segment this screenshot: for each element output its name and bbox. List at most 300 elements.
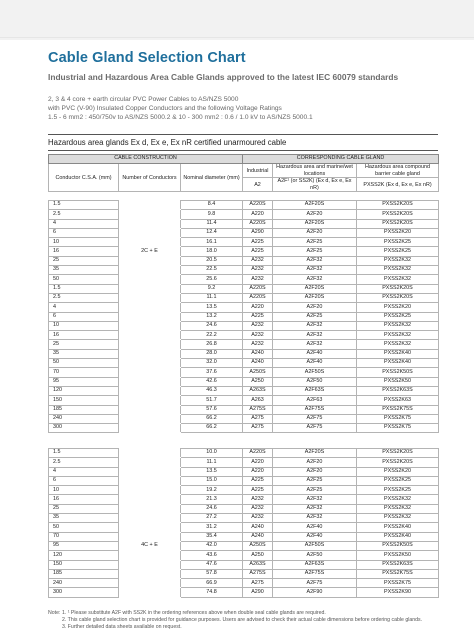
- cell-conductor-csa: 6: [49, 228, 119, 237]
- table-row: [49, 266, 439, 275]
- cell-nominal-diameter: 32.0: [181, 359, 243, 368]
- cell-hazardous-compound: PXSS2K75: [357, 424, 439, 433]
- cell-hazardous-compound: PXSS2K32: [357, 266, 439, 275]
- cell-conductor-csa: 240: [49, 414, 119, 423]
- cell-hazardous-marine: A2F63: [273, 396, 357, 405]
- cell-conductor-csa: 6: [49, 312, 119, 321]
- cell-conductor-csa: 4: [49, 303, 119, 312]
- cell-conductor-csa: 50: [49, 523, 119, 532]
- cell-industrial: A290: [243, 588, 273, 597]
- table-row: [49, 476, 439, 485]
- cell-nominal-diameter: 15.0: [181, 476, 243, 485]
- cell-hazardous-compound: PXSS2K32: [357, 331, 439, 340]
- cell-industrial: A220S: [243, 284, 273, 293]
- cell-hazardous-marine: A2F20S: [273, 201, 357, 210]
- cell-nominal-diameter: 26.8: [181, 340, 243, 349]
- table-row: [49, 219, 439, 228]
- header-industrial: Industrial: [243, 164, 273, 178]
- cell-conductor-csa: 4: [49, 467, 119, 476]
- cell-hazardous-compound: PXSS2K25: [357, 476, 439, 485]
- cell-hazardous-marine: A2F63S: [273, 386, 357, 395]
- table-row: [49, 588, 439, 597]
- cell-num-conductors: [119, 331, 181, 340]
- table-row: [49, 386, 439, 395]
- cell-industrial: A232: [243, 331, 273, 340]
- cell-num-conductors: [119, 495, 181, 504]
- cell-nominal-diameter: 13.2: [181, 312, 243, 321]
- intro-line: 1.5 - 6 mm2 : 450/750v to AS/NZS 5000.2 & 10 - 300 mm2 : 0.6 / 1.0 kV to AS/NZS 5000.1: [48, 114, 313, 122]
- table-row: [49, 467, 439, 476]
- cell-nominal-diameter: 9.8: [181, 210, 243, 219]
- cell-hazardous-marine: A2F75: [273, 424, 357, 433]
- cell-hazardous-compound: PXSS2K25: [357, 486, 439, 495]
- cell-hazardous-compound: PXSS2K20: [357, 303, 439, 312]
- cell-hazardous-compound: PXSS2K75: [357, 414, 439, 423]
- cell-nominal-diameter: 22.2: [181, 331, 243, 340]
- table-row: [49, 523, 439, 532]
- cell-conductor-csa: 35: [49, 514, 119, 523]
- cell-hazardous-marine: A2F25: [273, 247, 357, 256]
- cell-nominal-diameter: 31.2: [181, 523, 243, 532]
- cell-hazardous-marine: A2F32: [273, 321, 357, 330]
- table-row: [49, 210, 439, 219]
- cell-nominal-diameter: 74.8: [181, 588, 243, 597]
- cell-hazardous-compound: PXSS2K25: [357, 238, 439, 247]
- cell-nominal-diameter: 43.6: [181, 551, 243, 560]
- header-sub-a2f: A2F¹ (or SS2K) (Ex d, Ex e, Ex nR): [273, 178, 357, 192]
- cell-nominal-diameter: 46.3: [181, 386, 243, 395]
- section-heading: Hazardous area glands Ex d, Ex e, Ex nR certified unarmoured cable: [48, 134, 438, 151]
- cell-hazardous-marine: A2F50: [273, 377, 357, 386]
- cell-conductor-csa: 120: [49, 386, 119, 395]
- cell-hazardous-compound: PXSS2K40: [357, 359, 439, 368]
- cell-nominal-diameter: 66.2: [181, 424, 243, 433]
- cell-num-conductors: [119, 514, 181, 523]
- selection-table-2: [48, 448, 439, 598]
- cell-industrial: A275: [243, 424, 273, 433]
- cell-conductor-csa: 1.5: [49, 201, 119, 210]
- cell-nominal-diameter: 24.6: [181, 321, 243, 330]
- table-row: [49, 359, 439, 368]
- cell-conductor-csa: 25: [49, 256, 119, 265]
- cell-num-conductors: [119, 467, 181, 476]
- table-row: [49, 377, 439, 386]
- table-row: [49, 368, 439, 377]
- cell-industrial: A220S: [243, 449, 273, 458]
- cell-industrial: A250: [243, 377, 273, 386]
- cell-industrial: A232: [243, 504, 273, 513]
- cell-nominal-diameter: 19.2: [181, 486, 243, 495]
- cell-num-conductors: [119, 504, 181, 513]
- cell-conductor-csa: 300: [49, 424, 119, 433]
- table-row: [49, 256, 439, 265]
- notes-label: Note:: [48, 610, 61, 616]
- table-row: [49, 486, 439, 495]
- cell-num-conductors: [119, 377, 181, 386]
- cell-conductor-csa: 50: [49, 359, 119, 368]
- header-table: [48, 154, 439, 192]
- cell-industrial: A290: [243, 228, 273, 237]
- cell-nominal-diameter: 27.2: [181, 514, 243, 523]
- cell-industrial: A275S: [243, 405, 273, 414]
- cell-nominal-diameter: 66.2: [181, 414, 243, 423]
- cell-num-conductors: [119, 303, 181, 312]
- cell-nominal-diameter: 8.4: [181, 201, 243, 210]
- table-row: [49, 321, 439, 330]
- cell-nominal-diameter: 25.6: [181, 275, 243, 284]
- cell-nominal-diameter: 42.0: [181, 541, 243, 550]
- cell-hazardous-marine: A2F20: [273, 210, 357, 219]
- cell-hazardous-marine: A2F20S: [273, 284, 357, 293]
- cell-industrial: A275S: [243, 569, 273, 578]
- cell-industrial: A225: [243, 476, 273, 485]
- cell-hazardous-marine: A2F25: [273, 476, 357, 485]
- table-row: [49, 331, 439, 340]
- cell-hazardous-compound: PXSS2K32: [357, 275, 439, 284]
- cell-num-conductors: [119, 560, 181, 569]
- cell-conductor-csa: 35: [49, 349, 119, 358]
- cell-hazardous-compound: PXSS2K63S: [357, 386, 439, 395]
- cell-num-conductors: 2C + E: [119, 247, 181, 256]
- cell-num-conductors: [119, 405, 181, 414]
- cell-hazardous-compound: PXSS2K40: [357, 349, 439, 358]
- cell-nominal-diameter: 21.3: [181, 495, 243, 504]
- cell-hazardous-compound: PXSS2K32: [357, 504, 439, 513]
- table-row: [49, 541, 439, 550]
- cell-num-conductors: [119, 579, 181, 588]
- header-corresponding-gland: CORRESPONDING CABLE GLAND: [243, 155, 439, 164]
- selection-table-1: [48, 200, 439, 433]
- cell-hazardous-compound: PXSS2K20: [357, 228, 439, 237]
- cell-conductor-csa: 70: [49, 532, 119, 541]
- table-row: [49, 495, 439, 504]
- cell-hazardous-marine: A2F32: [273, 504, 357, 513]
- table-row: [49, 504, 439, 513]
- table-row: [49, 284, 439, 293]
- cell-hazardous-compound: PXSS2K20S: [357, 210, 439, 219]
- cell-num-conductors: [119, 386, 181, 395]
- cell-industrial: A232: [243, 321, 273, 330]
- cell-nominal-diameter: 24.6: [181, 504, 243, 513]
- cell-num-conductors: [119, 368, 181, 377]
- table-row: [49, 405, 439, 414]
- cell-conductor-csa: 150: [49, 560, 119, 569]
- cell-conductor-csa: 95: [49, 541, 119, 550]
- cell-industrial: A240: [243, 532, 273, 541]
- cell-conductor-csa: 4: [49, 219, 119, 228]
- cell-num-conductors: [119, 201, 181, 210]
- cell-industrial: A232: [243, 266, 273, 275]
- note-line: [48, 624, 422, 631]
- page-title: Cable Gland Selection Chart: [48, 50, 246, 66]
- cell-hazardous-marine: A2F32: [273, 495, 357, 504]
- cell-hazardous-marine: A2F25: [273, 312, 357, 321]
- cell-hazardous-compound: PXSS2K32: [357, 321, 439, 330]
- cell-nominal-diameter: 47.6: [181, 560, 243, 569]
- intro-line: with PVC (V-90) Insulated Copper Conductors and the following Voltage Ratings: [48, 105, 282, 113]
- cell-hazardous-marine: A2F20: [273, 303, 357, 312]
- table-row: [49, 424, 439, 433]
- table-row: [49, 340, 439, 349]
- cell-hazardous-compound: PXSS2K20S: [357, 284, 439, 293]
- cell-industrial: A275: [243, 414, 273, 423]
- cell-conductor-csa: 70: [49, 368, 119, 377]
- note-text: 2. This cable gland selection chart is provided for guidance purposes. Users are advised to check their actual cable dimensions before ordering cable glands.: [62, 617, 423, 623]
- cell-num-conductors: [119, 219, 181, 228]
- cell-num-conductors: [119, 569, 181, 578]
- cell-conductor-csa: 50: [49, 275, 119, 284]
- cell-conductor-csa: 10: [49, 486, 119, 495]
- cell-hazardous-compound: PXSS2K20S: [357, 293, 439, 302]
- cell-hazardous-marine: A2F40: [273, 349, 357, 358]
- cell-nominal-diameter: 9.2: [181, 284, 243, 293]
- cell-hazardous-marine: A2F20S: [273, 449, 357, 458]
- cell-industrial: A225: [243, 486, 273, 495]
- table-row: [49, 275, 439, 284]
- cell-industrial: A263S: [243, 560, 273, 569]
- table-row: [49, 238, 439, 247]
- cell-hazardous-marine: A2F20: [273, 458, 357, 467]
- cell-hazardous-compound: PXSS2K75S: [357, 569, 439, 578]
- cell-hazardous-marine: A2F75: [273, 414, 357, 423]
- cell-nominal-diameter: 57.8: [181, 569, 243, 578]
- cell-conductor-csa: 95: [49, 377, 119, 386]
- cell-hazardous-marine: A2F32: [273, 266, 357, 275]
- cell-conductor-csa: 2.5: [49, 210, 119, 219]
- cell-industrial: A250S: [243, 541, 273, 550]
- cell-hazardous-marine: A2F32: [273, 256, 357, 265]
- cell-num-conductors: [119, 210, 181, 219]
- cell-hazardous-marine: A2F20: [273, 228, 357, 237]
- cell-nominal-diameter: 18.0: [181, 247, 243, 256]
- cell-hazardous-marine: A2F32: [273, 514, 357, 523]
- cell-conductor-csa: 1.5: [49, 449, 119, 458]
- cell-industrial: A225: [243, 238, 273, 247]
- cell-hazardous-compound: PXSS2K50S: [357, 541, 439, 550]
- cell-hazardous-marine: A2F63S: [273, 560, 357, 569]
- cell-nominal-diameter: 51.7: [181, 396, 243, 405]
- cell-industrial: A250S: [243, 368, 273, 377]
- cell-hazardous-marine: A2F32: [273, 275, 357, 284]
- cell-nominal-diameter: 37.6: [181, 368, 243, 377]
- cell-hazardous-marine: A2F75S: [273, 405, 357, 414]
- cell-hazardous-compound: PXSS2K40: [357, 523, 439, 532]
- notes: [48, 610, 422, 631]
- cell-hazardous-compound: PXSS2K32: [357, 495, 439, 504]
- cell-num-conductors: [119, 414, 181, 423]
- cell-nominal-diameter: 28.0: [181, 349, 243, 358]
- cell-hazardous-compound: PXSS2K32: [357, 514, 439, 523]
- cell-conductor-csa: 6: [49, 476, 119, 485]
- cell-num-conductors: [119, 228, 181, 237]
- table-row: [49, 532, 439, 541]
- cell-conductor-csa: 120: [49, 551, 119, 560]
- header-hazardous-marine: Hazardous area and marine/wet locations: [273, 164, 357, 178]
- cell-industrial: A220S: [243, 219, 273, 228]
- cell-hazardous-compound: PXSS2K32: [357, 340, 439, 349]
- cell-hazardous-compound: PXSS2K25: [357, 312, 439, 321]
- cell-num-conductors: [119, 266, 181, 275]
- cell-nominal-diameter: 20.5: [181, 256, 243, 265]
- cell-nominal-diameter: 13.5: [181, 303, 243, 312]
- cell-hazardous-compound: PXSS2K20S: [357, 449, 439, 458]
- table-row: [49, 579, 439, 588]
- cell-nominal-diameter: 13.5: [181, 467, 243, 476]
- cell-industrial: A220: [243, 210, 273, 219]
- cell-conductor-csa: 25: [49, 340, 119, 349]
- cell-nominal-diameter: 11.1: [181, 293, 243, 302]
- cell-hazardous-compound: PXSS2K20: [357, 467, 439, 476]
- cell-nominal-diameter: 22.5: [181, 266, 243, 275]
- cell-num-conductors: [119, 293, 181, 302]
- cell-num-conductors: [119, 256, 181, 265]
- cell-industrial: A225: [243, 312, 273, 321]
- cell-nominal-diameter: 66.9: [181, 579, 243, 588]
- header-hazardous-compound: Hazardous area compound barrier cable gland: [357, 164, 439, 178]
- cell-industrial: A220S: [243, 201, 273, 210]
- cell-num-conductors: [119, 476, 181, 485]
- table-row: [49, 396, 439, 405]
- table-row: [49, 514, 439, 523]
- cell-num-conductors: [119, 424, 181, 433]
- cell-hazardous-marine: A2F25: [273, 486, 357, 495]
- cell-industrial: A220: [243, 458, 273, 467]
- cell-nominal-diameter: 11.1: [181, 458, 243, 467]
- page-subtitle: Industrial and Hazardous Area Cable Glands approved to the latest IEC 60079 standards: [48, 72, 399, 82]
- cell-industrial: A225: [243, 247, 273, 256]
- cell-num-conductors: [119, 523, 181, 532]
- cell-nominal-diameter: 11.4: [181, 219, 243, 228]
- cell-hazardous-compound: PXSS2K63: [357, 396, 439, 405]
- cell-conductor-csa: 300: [49, 588, 119, 597]
- table-row: [49, 569, 439, 578]
- cell-hazardous-compound: PXSS2K75: [357, 579, 439, 588]
- cell-hazardous-compound: PXSS2K20S: [357, 458, 439, 467]
- cell-num-conductors: [119, 359, 181, 368]
- top-band: [0, 0, 474, 40]
- table-row: [49, 560, 439, 569]
- cell-conductor-csa: 1.5: [49, 284, 119, 293]
- table-row: [49, 293, 439, 302]
- cell-hazardous-marine: A2F50: [273, 551, 357, 560]
- table-row: [49, 551, 439, 560]
- cell-hazardous-marine: A2F20S: [273, 293, 357, 302]
- cell-industrial: A232: [243, 256, 273, 265]
- cell-hazardous-compound: PXSS2K25: [357, 247, 439, 256]
- cell-num-conductors: [119, 486, 181, 495]
- cell-industrial: A275: [243, 579, 273, 588]
- cell-conductor-csa: 10: [49, 321, 119, 330]
- cell-hazardous-compound: PXSS2K20S: [357, 219, 439, 228]
- cell-num-conductors: [119, 449, 181, 458]
- header-conductor-csa: Conductor C.S.A. (mm): [49, 164, 119, 192]
- cell-hazardous-marine: A2F75S: [273, 569, 357, 578]
- cell-hazardous-marine: A2F75: [273, 579, 357, 588]
- cell-hazardous-marine: A2F90: [273, 588, 357, 597]
- cell-num-conductors: [119, 588, 181, 597]
- cell-hazardous-marine: A2F50S: [273, 368, 357, 377]
- cell-nominal-diameter: 12.4: [181, 228, 243, 237]
- cell-hazardous-marine: A2F40: [273, 523, 357, 532]
- table-row: [49, 228, 439, 237]
- cell-industrial: A240: [243, 359, 273, 368]
- header-sub-a2: A2: [243, 178, 273, 192]
- table-row: [49, 201, 439, 210]
- cell-industrial: A240: [243, 523, 273, 532]
- cell-conductor-csa: 240: [49, 579, 119, 588]
- cell-nominal-diameter: 16.1: [181, 238, 243, 247]
- cell-num-conductors: [119, 284, 181, 293]
- cell-hazardous-compound: PXSS2K20S: [357, 201, 439, 210]
- table-row: [49, 458, 439, 467]
- cell-hazardous-compound: PXSS2K32: [357, 256, 439, 265]
- cell-hazardous-compound: PXSS2K63S: [357, 560, 439, 569]
- cell-conductor-csa: 16: [49, 495, 119, 504]
- cell-num-conductors: [119, 312, 181, 321]
- cell-num-conductors: [119, 275, 181, 284]
- cell-industrial: A232: [243, 495, 273, 504]
- note-text: 3. Further detailed data sheets available on request.: [62, 624, 182, 630]
- cell-conductor-csa: 2.5: [49, 458, 119, 467]
- cell-conductor-csa: 10: [49, 238, 119, 247]
- cell-hazardous-compound: PXSS2K50: [357, 551, 439, 560]
- cell-num-conductors: [119, 321, 181, 330]
- cell-hazardous-marine: A2F20: [273, 467, 357, 476]
- intro-line: 2, 3 & 4 core + earth circular PVC Power Cables to AS/NZS 5000: [48, 96, 239, 103]
- cell-conductor-csa: 16: [49, 331, 119, 340]
- cell-hazardous-marine: A2F40: [273, 359, 357, 368]
- note-text: 1. ¹ Please substitute A2F with SS2K in the ordering references above when double seal cable glands are required.: [62, 610, 326, 616]
- intro-text: [48, 95, 313, 123]
- cell-hazardous-compound: PXSS2K75S: [357, 405, 439, 414]
- cell-hazardous-compound: PXSS2K50: [357, 377, 439, 386]
- cell-nominal-diameter: 42.6: [181, 377, 243, 386]
- cell-hazardous-compound: PXSS2K40: [357, 532, 439, 541]
- cell-conductor-csa: 2.5: [49, 293, 119, 302]
- note-line: [48, 617, 422, 624]
- cell-conductor-csa: 150: [49, 396, 119, 405]
- header-num-conductors: Number of Conductors: [119, 164, 181, 192]
- table-row: [49, 349, 439, 358]
- cell-industrial: A232: [243, 275, 273, 284]
- cell-num-conductors: 4C + E: [119, 541, 181, 550]
- top-band-rule: [0, 37, 474, 38]
- table-row: [49, 414, 439, 423]
- cell-hazardous-compound: PXSS2K90: [357, 588, 439, 597]
- header-cable-construction: CABLE CONSTRUCTION: [49, 155, 243, 164]
- cell-nominal-diameter: 35.4: [181, 532, 243, 541]
- table-row: [49, 449, 439, 458]
- cell-num-conductors: [119, 238, 181, 247]
- note-line: [48, 610, 422, 617]
- cell-conductor-csa: 16: [49, 247, 119, 256]
- cell-hazardous-marine: A2F25: [273, 238, 357, 247]
- cell-conductor-csa: 25: [49, 504, 119, 513]
- header-nominal-diameter: Nominal diameter (mm): [181, 164, 243, 192]
- cell-num-conductors: [119, 532, 181, 541]
- cell-hazardous-marine: A2F20S: [273, 219, 357, 228]
- cell-industrial: A220S: [243, 293, 273, 302]
- cell-hazardous-compound: PXSS2K50S: [357, 368, 439, 377]
- cell-industrial: A220: [243, 303, 273, 312]
- cell-industrial: A240: [243, 349, 273, 358]
- cell-hazardous-marine: A2F32: [273, 331, 357, 340]
- cell-conductor-csa: 185: [49, 569, 119, 578]
- cell-hazardous-marine: A2F32: [273, 340, 357, 349]
- cell-industrial: A263S: [243, 386, 273, 395]
- cell-num-conductors: [119, 340, 181, 349]
- cell-hazardous-marine: A2F50S: [273, 541, 357, 550]
